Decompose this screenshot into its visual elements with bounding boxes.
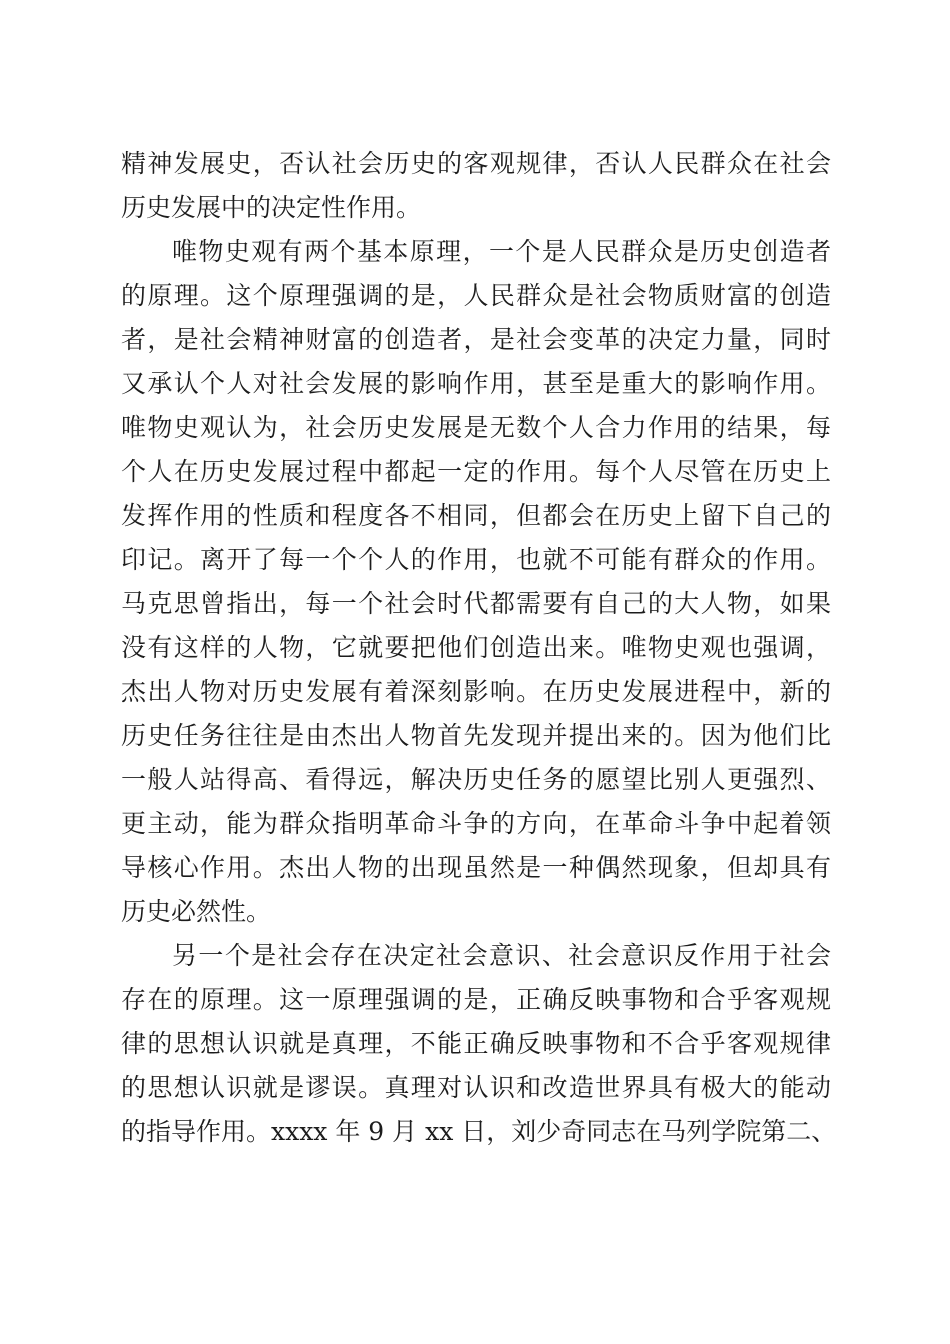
text-line: 历史发展中的决定性作用。 [121,193,422,222]
text-line: 另一个是社会存在决定社会意识、社会意识反作用于社会 [172,941,831,970]
text-line: 没有这样的人物，它就要把他们创造出来。唯物史观也强调， [121,633,831,662]
text-line: 马克思曾指出，每一个社会时代都需要有自己的大人物，如果 [121,589,831,618]
text-line: 一般人站得高、看得远，解决历史任务的愿望比别人更强烈、 [121,765,831,794]
text-line: 发挥作用的性质和程度各不相同，但都会在历史上留下自己的 [121,501,831,530]
text-line: 存在的原理。这一原理强调的是，正确反映事物和合乎客观规 [121,985,831,1014]
text-line: 更主动，能为群众指明革命斗争的方向，在革命斗争中起着领 [121,809,831,838]
text-line: 的原理。这个原理强调的是，人民群众是社会物质财富的创造 [121,281,831,310]
body-text [121,142,837,1154]
text-line: 个人在历史发展过程中都起一定的作用。每个人尽管在历史上 [121,457,831,486]
text-line: 印记。离开了每一个个人的作用，也就不可能有群众的作用。 [121,545,831,574]
text-line: 精神发展史，否认社会历史的客观规律，否认人民群众在社会 [121,149,831,178]
text-line: 唯物史观有两个基本原理，一个是人民群众是历史创造者 [172,237,831,266]
text-line: 杰出人物对历史发展有着深刻影响。在历史发展进程中，新的 [121,677,831,706]
text-line: 导核心作用。杰出人物的出现虽然是一种偶然现象，但却具有 [121,853,831,882]
text-line: 律的思想认识就是真理，不能正确反映事物和不合乎客观规律 [121,1029,831,1058]
text-line: 者，是社会精神财富的创造者，是社会变革的决定力量，同时 [121,325,831,354]
text-line: 又承认个人对社会发展的影响作用，甚至是重大的影响作用。 [121,369,831,398]
text-line: 历史必然性。 [121,897,272,926]
text-line: 历史任务往往是由杰出人物首先发现并提出来的。因为他们比 [121,721,831,750]
text-line: 的指导作用。xxxx 年 9 月 xx 日，刘少奇同志在马列学院第二、 [121,1117,837,1146]
text-line: 的思想认识就是谬误。真理对认识和改造世界具有极大的能动 [121,1073,831,1102]
text-line: 唯物史观认为，社会历史发展是无数个人合力作用的结果，每 [121,413,831,442]
